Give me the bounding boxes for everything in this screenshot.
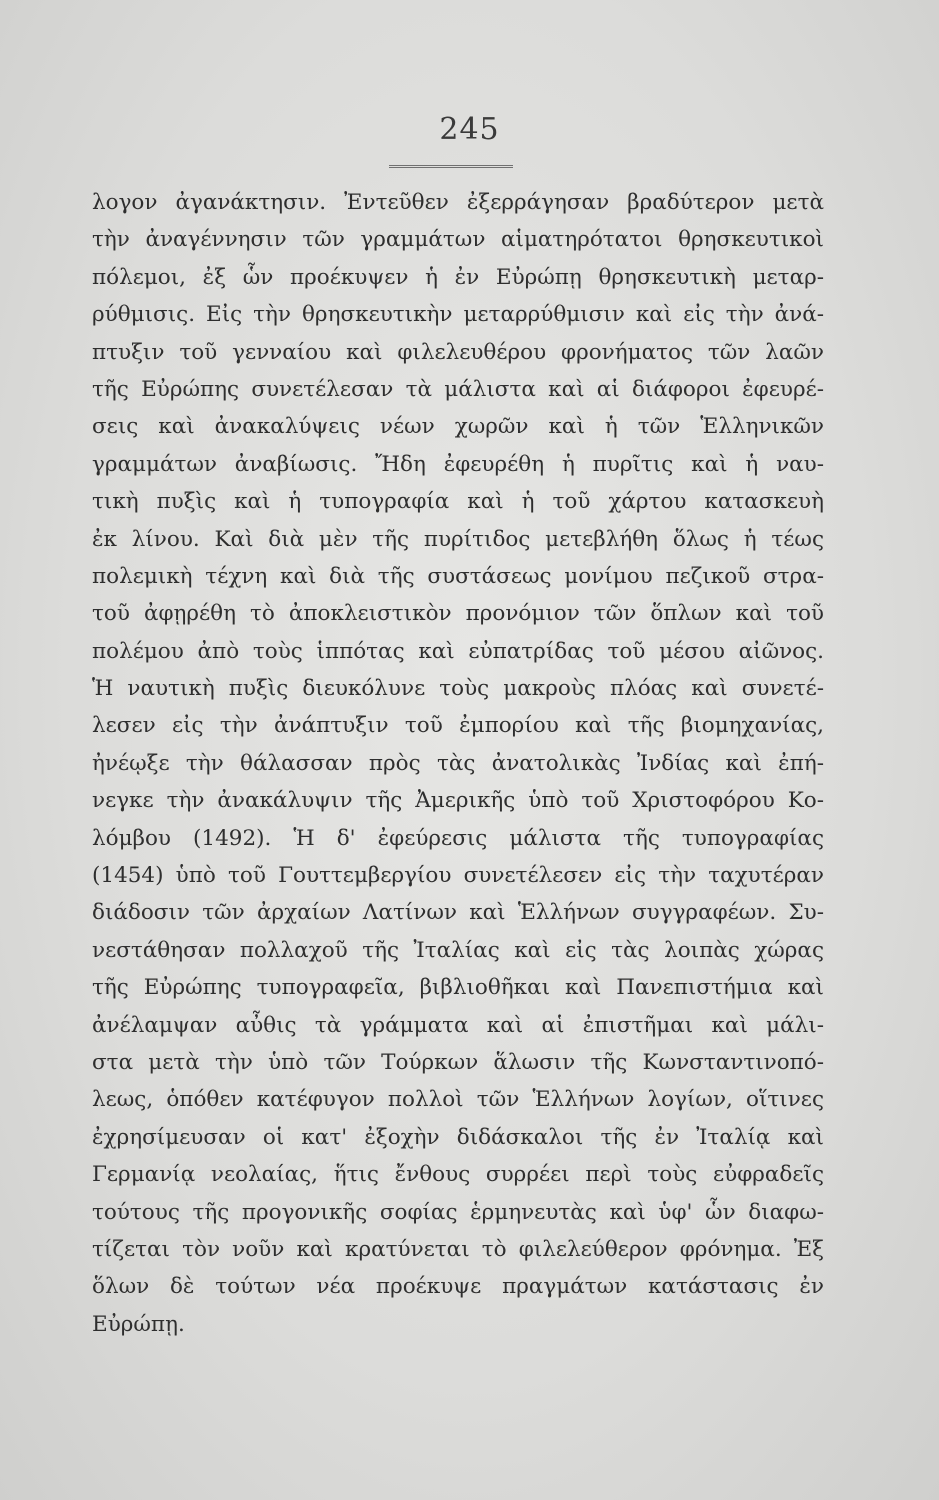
text-line: τοῦ ἀφῃρέθη τὸ ἀποκλειστικὸν προνόμιον τῶν ὅπλων καὶ τοῦ xyxy=(92,601,824,627)
text-line: πολέμου ἀπὸ τοὺς ἱππότας καὶ εὐπατρίδας τοῦ μέσου αἰῶνος. xyxy=(92,638,824,664)
text-line: λόμβου (1492). Ἡ δ' ἐφεύρεσις μάλιστα τῆς τυπογραφίας xyxy=(92,825,824,851)
text-line: διάδοσιν τῶν ἀρχαίων Λατίνων καὶ Ἑλλήνων συγγραφέων. Συ- xyxy=(92,900,824,926)
text-line: τίζεται τὸν νοῦν καὶ κρατύνεται τὸ φιλελεύθερον φρόνημα. Ἐξ xyxy=(92,1236,824,1262)
text-line: πολεμικὴ τέχνη καὶ διὰ τῆς συστάσεως μονίμου πεζικοῦ στρα- xyxy=(92,563,824,589)
text-line: Γερμανίᾳ νεολαίας, ἥτις ἔνθους συρρέει περὶ τοὺς εὐφραδεῖς xyxy=(92,1162,824,1188)
text-line: ἠνέῳξε τὴν θάλασσαν πρὸς τὰς ἀνατολικὰς Ἰνδίας καὶ ἐπή- xyxy=(92,750,824,776)
text-line: νεγκε τὴν ἀνακάλυψιν τῆς Ἀμερικῆς ὑπὸ τοῦ Χριστοφόρου Κο- xyxy=(92,788,824,814)
text-line: στα μετὰ τὴν ὑπὸ τῶν Τούρκων ἅλωσιν τῆς Κωνσταντινοπό- xyxy=(92,1049,824,1075)
text-line: ἐκ λίνου. Καὶ διὰ μὲν τῆς πυρίτιδος μετεβλήθη ὅλως ἡ τέως xyxy=(92,526,824,552)
text-line: νεστάθησαν πολλαχοῦ τῆς Ἰταλίας καὶ εἰς τὰς λοιπὰς χώρας xyxy=(92,937,824,963)
text-line: (1454) ὑπὸ τοῦ Γουττεμβεργίου συνετέλεσεν εἰς τὴν ταχυτέραν xyxy=(92,863,824,889)
text-line: τικὴ πυξὶς καὶ ἡ τυπογραφία καὶ ἡ τοῦ χάρτου κατασκευὴ xyxy=(92,489,824,515)
text-line: τὴν ἀναγέννησιν τῶν γραμμάτων αἱματηρότατοι θρησκευτικοὶ xyxy=(92,227,824,253)
text-line: ρύθμισις. Εἰς τὴν θρησκευτικὴν μεταρρύθμισιν καὶ εἰς τὴν ἀνά- xyxy=(92,302,824,328)
text-line: σεις καὶ ἀνακαλύψεις νέων χωρῶν καὶ ἡ τῶν Ἑλληνικῶν xyxy=(92,414,824,440)
text-line: ἀνέλαμψαν αὖθις τὰ γράμματα καὶ αἱ ἐπιστῆμαι καὶ μάλι- xyxy=(92,1012,824,1038)
text-line: πόλεμοι, ἐξ ὧν προέκυψεν ἡ ἐν Εὐρώπῃ θρησκευτικὴ μεταρ- xyxy=(92,264,824,290)
text-line: γραμμάτων ἀναβίωσις. Ἤδη ἐφευρέθη ἡ πυρῖτις καὶ ἡ ναυ- xyxy=(92,451,824,477)
text-line: ὅλων δὲ τούτων νέα προέκυψε πραγμάτων κατάστασις ἐν xyxy=(92,1274,824,1300)
text-line: Εὐρώπῃ. xyxy=(92,1311,185,1337)
text-line: λεως, ὁπόθεν κατέφυγον πολλοὶ τῶν Ἑλλήνων λογίων, οἵτινες xyxy=(92,1087,824,1113)
text-line: λεσεν εἰς τὴν ἀνάπτυξιν τοῦ ἐμπορίου καὶ τῆς βιομηχανίας, xyxy=(92,713,824,739)
header-ornament-rule xyxy=(389,158,513,168)
text-line: ἐχρησίμευσαν οἱ κατ' ἐξοχὴν διδάσκαλοι τῆς ἐν Ἰταλίᾳ καὶ xyxy=(92,1124,824,1150)
text-line: πτυξιν τοῦ γενναίου καὶ φιλελευθέρου φρονήματος τῶν λαῶν xyxy=(92,339,824,365)
body-text xyxy=(92,184,824,1343)
text-line: τῆς Εὐρώπης τυπογραφεῖα, βιβλιοθῆκαι καὶ Πανεπιστήμια καὶ xyxy=(92,975,824,1001)
text-line: τῆς Εὐρώπης συνετέλεσαν τὰ μάλιστα καὶ αἱ διάφοροι ἐφευρέ- xyxy=(92,376,824,402)
text-line: λογον ἀγανάκτησιν. Ἐντεῦθεν ἐξερράγησαν βραδύτερον μετὰ xyxy=(92,190,824,215)
text-line: Ἡ ναυτικὴ πυξὶς διευκόλυνε τοὺς μακροὺς πλόας καὶ συνετέ- xyxy=(92,676,824,702)
text-line: τούτους τῆς προγονικῆς σοφίας ἑρμηνευτὰς καὶ ὑφ' ὧν διαφω- xyxy=(92,1199,824,1225)
page-number: 245 xyxy=(439,112,500,147)
